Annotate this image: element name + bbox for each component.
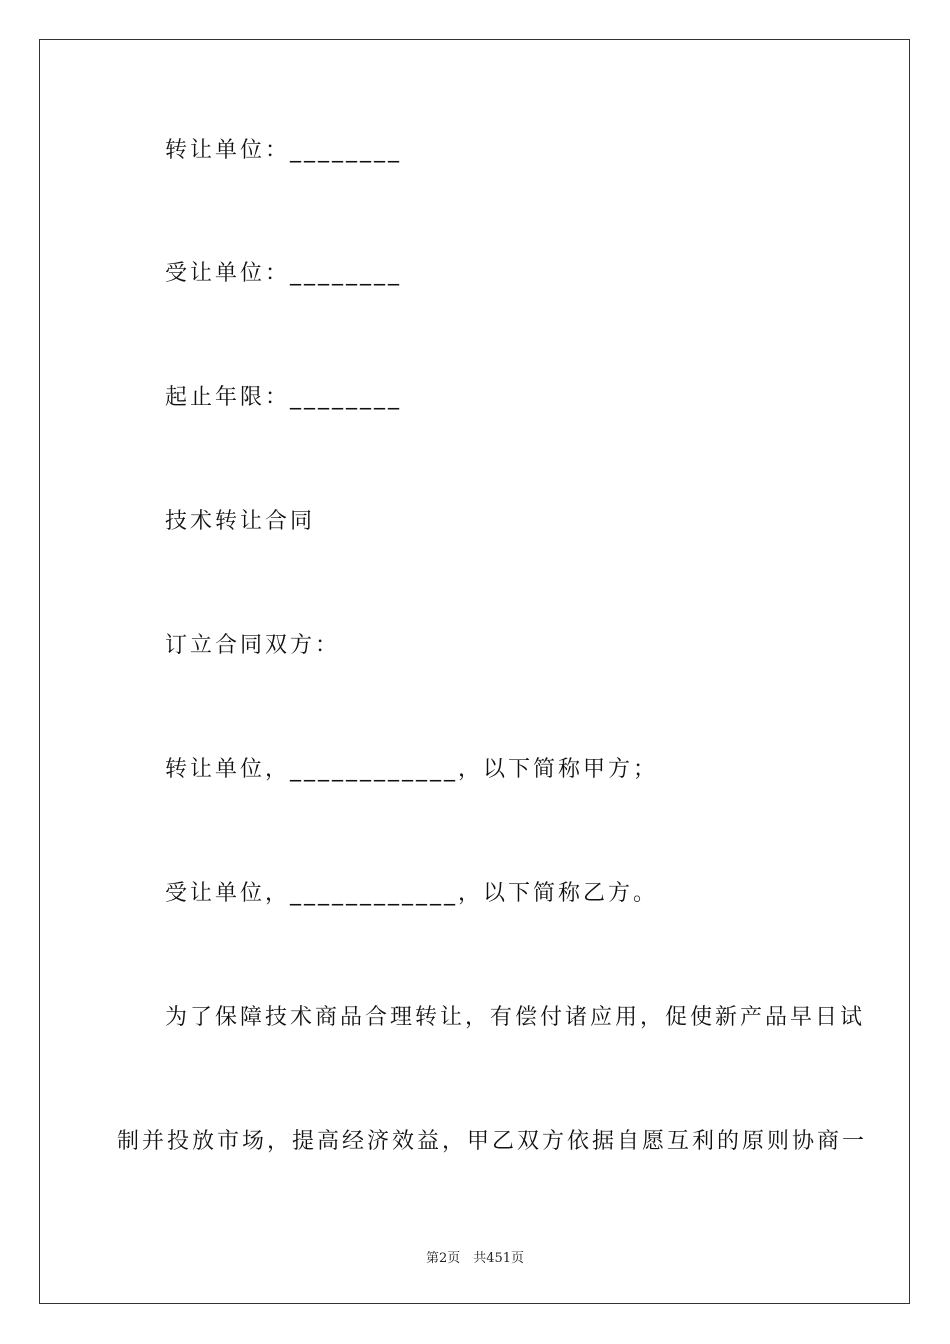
paragraph-line-2: 制并投放市场，提高经济效益，甲乙双方依据自愿互利的原则协商一	[117, 1129, 868, 1154]
contract-title: 技术转让合同	[165, 509, 316, 534]
party-b-line: 受让单位，____________，以下简称乙方。	[165, 881, 659, 906]
party-a-line: 转让单位，____________，以下简称甲方；	[165, 757, 659, 782]
paragraph-line-1: 为了保障技术商品合理转让，有偿付诸应用，促使新产品早日试	[165, 1005, 866, 1030]
page-number: 第2页 共451页	[425, 1251, 525, 1266]
page-border	[39, 39, 910, 1304]
term-period-line: 起止年限：________	[165, 385, 403, 410]
transferor-unit-line: 转让单位：________	[165, 138, 403, 163]
parties-heading: 订立合同双方：	[165, 633, 341, 658]
transferee-unit-line: 受让单位：________	[165, 261, 403, 286]
